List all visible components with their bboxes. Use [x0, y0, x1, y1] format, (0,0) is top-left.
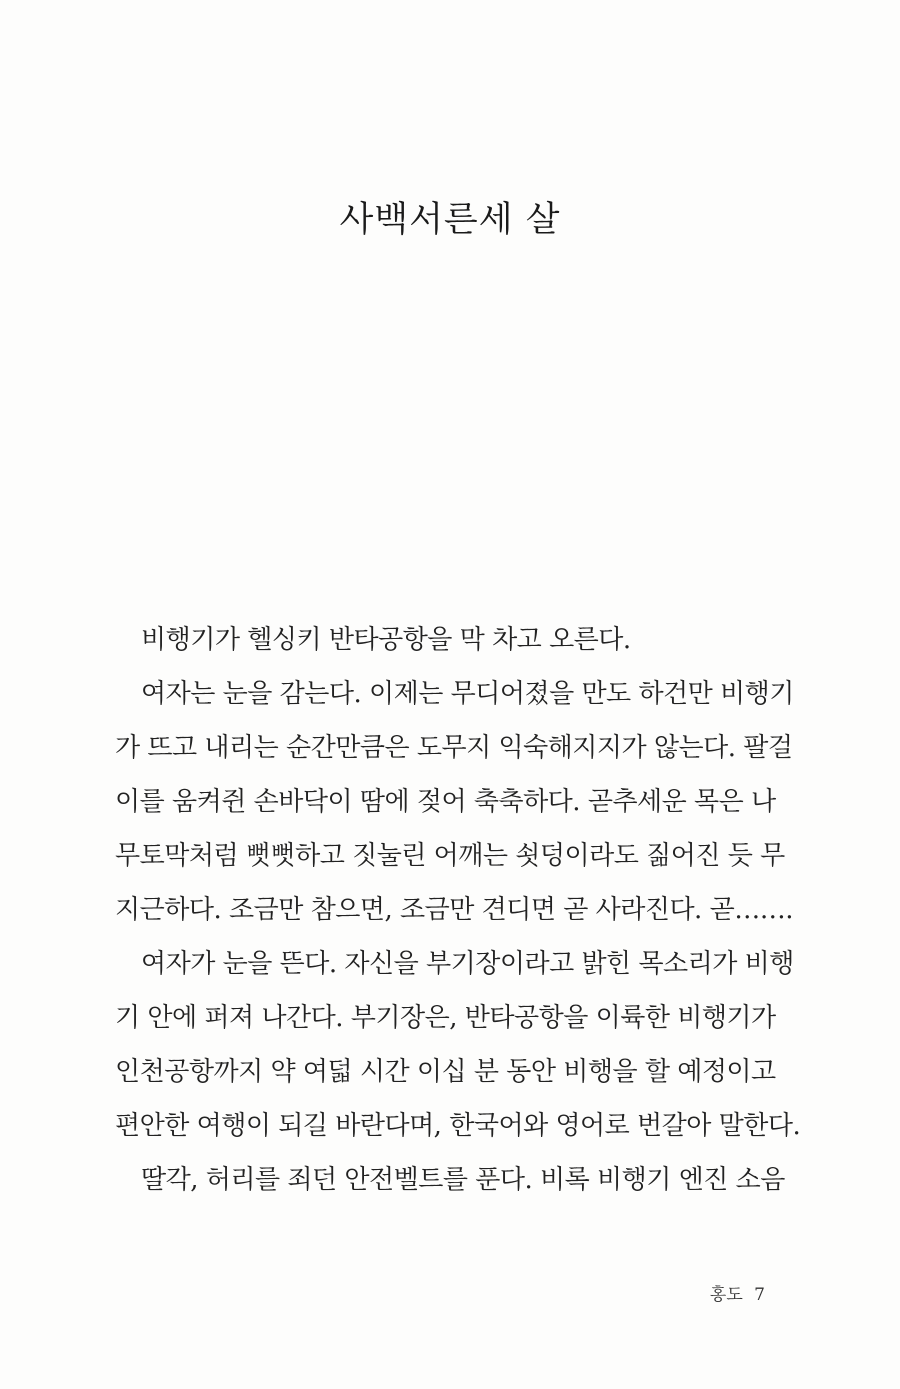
running-title: 홍도 [709, 1285, 743, 1305]
chapter-title: 사백서른세 살 [339, 200, 561, 240]
text-line: 딸각, 허리를 죄던 안전벨트를 푼다. 비록 비행기 엔진 소음 [141, 1165, 785, 1195]
text-line: 가 뜨고 내리는 순간만큼은 도무지 익숙해지지가 않는다. 팔걸 [115, 733, 793, 763]
text-line: 이를 움켜쥔 손바닥이 땀에 젖어 축축하다. 곧추세운 목은 나 [115, 787, 776, 817]
text-line: 여자가 눈을 뜬다. 자신을 부기장이라고 밝힌 목소리가 비행 [141, 949, 794, 979]
text-line: 지근하다. 조금만 참으면, 조금만 견디면 곧 사라진다. 곧……. [115, 895, 793, 925]
text-line: 비행기가 헬싱키 반타공항을 막 차고 오른다. [141, 625, 631, 655]
text-line: 편안한 여행이 되길 바란다며, 한국어와 영어로 번갈아 말한다. [115, 1111, 801, 1141]
page-footer [704, 1280, 765, 1305]
text-line: 무토막처럼 뻣뻣하고 짓눌린 어깨는 쇳덩이라도 짊어진 듯 무 [115, 841, 785, 871]
text-line: 여자는 눈을 감는다. 이제는 무디어졌을 만도 하건만 비행기 [141, 679, 794, 709]
text-line: 인천공항까지 약 여덟 시간 이십 분 동안 비행을 할 예정이고 [115, 1057, 776, 1087]
body-text [115, 618, 801, 1212]
page-number: 7 [754, 1285, 765, 1305]
text-line: 기 안에 퍼져 나간다. 부기장은, 반타공항을 이륙한 비행기가 [115, 1003, 776, 1033]
